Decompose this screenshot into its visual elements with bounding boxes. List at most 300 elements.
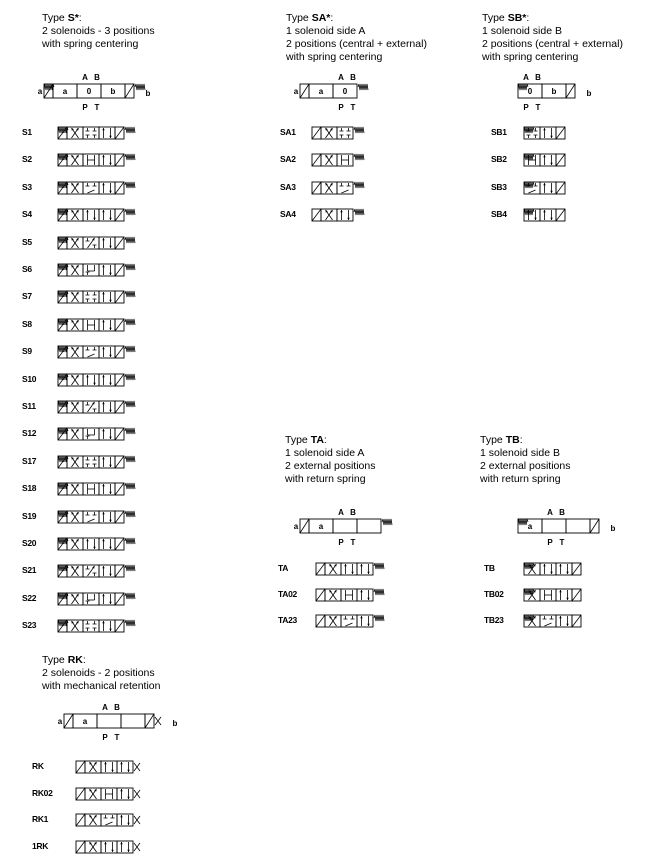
blocked-port-icon [93,135,97,138]
flow-arrowhead [543,564,545,566]
position-box [357,615,373,627]
blocked-port-icon [85,183,89,186]
position-box [337,182,353,194]
position-box [99,620,115,632]
blocked-port-icon [85,299,89,302]
blocked-port-icon [93,128,97,131]
variant-code-label: S18 [22,483,37,494]
solenoid-slash [125,84,134,98]
variant-code-label: SA4 [280,209,296,220]
flow-arrowhead [367,598,369,600]
blocked-port-icon [85,512,89,515]
flow-arrowhead [543,183,545,185]
flow-arrowhead [550,572,552,574]
position-box [99,237,115,249]
blocked-port-icon [93,183,97,186]
position-label: a [527,522,533,531]
flow-arrowhead [102,621,104,623]
flow-arrowhead [93,382,95,384]
valve-symbol-variant [46,510,156,526]
valve-symbol-header [292,505,392,549]
variant-code-label: TA02 [278,589,297,599]
flow-arrowhead [120,842,122,844]
spring-icon [125,511,135,517]
port-label-t: T [94,103,100,112]
solenoid-slash [115,319,124,331]
valve-symbol-variant [46,290,156,306]
solenoid-label-b: b [586,89,592,98]
flow-arrowhead [534,218,536,220]
position-box [333,519,357,533]
position-box [99,565,115,577]
type-description-line: 2 solenoids - 3 positions [42,25,155,37]
flow-arrowhead [111,770,113,772]
valve-symbol-variant [46,263,156,279]
flow-arrowhead [109,328,111,330]
variant-code-label: S4 [22,209,32,220]
flow-arrowhead [127,823,129,825]
position-box [83,127,99,139]
flow-arrowhead [93,547,95,549]
blocked-port-icon [85,566,89,569]
position-box [101,761,117,773]
spring-icon [374,589,384,595]
position-box [83,593,99,605]
type-title: Type TB: [480,434,523,446]
position-box [357,589,373,601]
flow-arrowhead [102,265,104,267]
position-box [83,182,99,194]
flow-arrowhead [102,210,104,212]
flow-arrowhead [86,375,88,377]
solenoid-slash [300,84,309,98]
spring-icon [358,84,368,90]
solenoid-slash [115,593,124,605]
type-description-line: with return spring [480,473,561,485]
position-box [99,291,115,303]
solenoid-slash [556,209,565,221]
solenoid-label-b: b [610,524,616,533]
valve-symbol-variant [46,126,156,142]
position-box [101,841,117,853]
spring-icon [125,127,135,133]
position-box [121,714,145,728]
valve-symbol-variant [512,562,622,578]
flow-arrowhead [109,410,111,412]
port-label-a: A [338,508,344,517]
port-label-b: B [350,508,356,517]
section-header-s [42,12,155,51]
blocked-port-icon [93,628,97,631]
variant-code-label: S7 [22,291,32,302]
flow-arrowhead [109,300,111,302]
solenoid-slash [115,511,124,523]
port-label-p: P [338,538,344,547]
position-box [99,182,115,194]
flow-arrowhead [367,624,369,626]
variant-code-label: TB23 [484,615,504,625]
solenoid-slash [115,264,124,276]
position-box [83,620,99,632]
position-box [99,483,115,495]
flow-arrowhead [104,762,106,764]
solenoid-slash [76,788,85,800]
flow-line [105,822,112,825]
variant-code-label: TA23 [278,615,297,625]
flow-arrowhead [109,465,111,467]
solenoid-slash [115,346,124,358]
valve-symbol-variant [64,787,174,803]
position-box [556,615,572,627]
flow-arrowhead [102,292,104,294]
solenoid-slash [115,291,124,303]
valve-symbol-variant [46,400,156,416]
flow-arrowhead [109,437,111,439]
flow-arrowhead [566,624,568,626]
valve-symbol-variant [46,345,156,361]
valve-symbol-variant [46,592,156,608]
position-box [540,127,556,139]
variant-code-label: S6 [22,264,32,274]
valve-symbol-variant [46,455,156,471]
type-title: Type TA: [285,434,327,446]
solenoid-slash [572,563,581,575]
solenoid-slash [590,519,599,533]
solenoid-slash [316,563,325,575]
flow-arrowhead [566,598,568,600]
position-label: 0 [86,87,92,96]
flow-arrowhead [127,796,129,798]
flow-arrowhead [109,382,111,384]
variant-code-label: SA1 [280,127,296,137]
flow-arrowhead [102,320,104,322]
detent-icon [134,843,140,851]
position-box [566,519,590,533]
valve-symbol-variant [300,208,410,224]
flow-arrowhead [102,238,104,240]
blocked-port-icon [542,616,546,619]
blocked-port-icon [93,457,97,460]
blocked-port-icon [85,238,89,241]
variant-code-label: SA2 [280,154,296,165]
solenoid-slash [312,127,321,139]
blocked-port-icon [347,128,351,131]
flow-arrowhead [109,191,111,193]
type-description-line: 2 positions (central + external) [482,38,623,50]
section-header-tb [480,434,570,486]
blocked-port-icon [93,409,97,412]
blocked-port-icon [347,135,351,138]
port-label-p: P [102,733,108,742]
solenoid-label-a: a [293,522,299,531]
flow-line [87,354,94,357]
port-label-b: B [350,73,356,82]
position-box [540,209,556,221]
flow-arrowhead [344,564,346,566]
flow-arrowhead [102,457,104,459]
flow-arrowhead [102,402,104,404]
flow-line [341,190,348,193]
blocked-port-icon [343,616,347,619]
variant-code-label: RK02 [32,787,53,798]
solenoid-slash [115,401,124,413]
solenoid-slash [556,127,565,139]
variant-code-label: RK [32,761,44,771]
flow-arrowhead [360,590,362,592]
port-label-p: P [338,103,344,112]
blocked-port-icon [339,135,343,138]
flow-arrowhead [102,512,104,514]
position-box [540,615,556,627]
solenoid-slash [115,237,124,249]
solenoid-slash [115,620,124,632]
solenoid-slash [115,182,124,194]
spring-icon [524,182,534,188]
position-box [99,346,115,358]
port-label-a: A [82,73,88,82]
solenoid-slash [76,761,85,773]
spring-icon [524,127,534,133]
spring-icon [125,538,135,544]
section-header-ta [285,434,375,486]
blocked-port-icon [93,464,97,467]
variant-code-label: S9 [22,346,32,357]
flow-arrowhead [543,210,545,212]
blocked-port-icon [93,245,97,248]
detent-icon [155,717,161,725]
spring-icon [354,209,364,215]
spring-icon [354,182,364,188]
solenoid-slash [115,154,124,166]
blocked-port-icon [111,815,115,818]
flow-arrowhead [109,602,111,604]
type-title: Type SB*: [482,12,530,24]
port-label-b: B [94,73,100,82]
port-label-b: B [559,508,565,517]
valve-symbol-variant [46,427,156,443]
valve-symbol-variant [300,126,410,142]
flow-arrowhead [109,218,111,220]
variant-code-label: S19 [22,510,37,521]
blocked-port-icon [85,464,89,467]
position-box [99,511,115,523]
spring-icon [125,620,135,626]
flow-arrowhead [102,566,104,568]
solenoid-slash [115,209,124,221]
position-box [99,209,115,221]
type-description-line: 2 external positions [480,460,571,472]
blocked-port-icon [85,272,89,275]
valve-symbol-variant [512,126,622,142]
flow-arrowhead [559,590,561,592]
type-description-line: with spring centering [42,38,139,50]
solenoid-label-a: a [37,87,43,96]
spring-icon [125,565,135,571]
flow-arrowhead [93,218,95,220]
flow-arrowhead [109,273,111,275]
valve-symbol-variant [512,153,622,169]
flow-arrowhead [109,629,111,631]
flow-arrowhead [550,191,552,193]
flow-line [87,190,94,193]
flow-arrowhead [351,572,353,574]
flow-arrowhead [102,128,104,130]
flow-arrowhead [120,789,122,791]
position-box [99,154,115,166]
valve-symbol-header [56,700,178,744]
variant-code-label: S10 [22,373,37,384]
variant-code-label: S23 [22,620,37,631]
spring-icon [524,154,534,160]
blocked-port-icon [339,128,343,131]
variant-code-label: S11 [22,401,36,411]
flow-arrowhead [109,245,111,247]
valve-symbol-variant [46,482,156,498]
position-label: a [318,522,324,531]
flow-arrowhead [340,210,342,212]
port-label-t: T [559,538,565,547]
variant-code-label: TB02 [484,589,504,599]
spring-icon [374,615,384,621]
spring-icon [518,84,528,90]
spring-icon [125,182,135,188]
spring-icon [374,563,384,569]
variant-code-label: TA [278,563,289,573]
spring-icon [125,209,135,215]
valve-symbol-variant [46,619,156,635]
variant-code-label: 1RK [32,840,49,851]
port-label-a: A [338,73,344,82]
blocked-port-icon [339,183,343,186]
spring-icon [518,519,528,525]
solenoid-slash [300,519,309,533]
detent-icon [134,816,140,824]
type-title: Type SA*: [286,12,334,24]
valve-symbol-variant [300,181,410,197]
variant-code-label: SB3 [491,181,507,192]
valve-symbol-variant [46,208,156,224]
port-label-t: T [350,103,356,112]
type-description-line: with mechanical retention [42,680,161,692]
flow-arrowhead [104,842,106,844]
solenoid-slash [76,841,85,853]
valve-symbol-variant [46,318,156,334]
blocked-port-icon [347,183,351,186]
valve-symbol-variant [64,840,174,856]
flow-arrowhead [102,594,104,596]
blocked-port-icon [93,621,97,624]
solenoid-slash [556,182,565,194]
position-box [83,209,99,221]
valve-symbol-variant [64,760,174,776]
solenoid-slash [115,428,124,440]
valve-symbol-variant [46,537,156,553]
flow-arrowhead [550,218,552,220]
position-box [542,519,566,533]
flow-line [87,519,94,522]
type-description-line: 2 external positions [285,460,376,472]
spring-icon [125,483,135,489]
variant-code-label: S20 [22,538,37,548]
solenoid-slash [566,84,575,98]
valve-symbol-header [36,70,166,114]
spring-icon [125,428,135,434]
type-description-line: 1 solenoid side B [482,25,562,37]
flow-arrowhead [111,849,113,851]
variant-code-label: SB1 [491,127,507,137]
blocked-port-icon [85,457,89,460]
position-box [99,593,115,605]
blocked-port-icon [85,402,89,405]
position-box [83,374,99,386]
spring-icon [135,84,145,90]
flow-arrowhead [102,183,104,185]
flow-arrowhead [102,429,104,431]
valve-symbol-header [292,70,392,114]
position-label: a [318,87,324,96]
type-description-line: with return spring [285,473,366,485]
port-label-p: P [523,103,529,112]
position-label: 0 [342,87,348,96]
blocked-port-icon [93,573,97,576]
position-box [117,788,133,800]
blocked-port-icon [85,601,89,604]
port-label-t: T [535,103,541,112]
variant-code-label: SA3 [280,181,296,192]
position-box [540,154,556,166]
flow-arrowhead [86,210,88,212]
port-label-t: T [350,538,356,547]
variant-code-label: S8 [22,318,32,329]
position-box [341,615,357,627]
position-box [99,428,115,440]
spring-icon [354,127,364,133]
blocked-port-icon [85,621,89,624]
flow-arrowhead [109,355,111,357]
valve-symbol-variant [46,153,156,169]
variant-code-label: S3 [22,181,32,192]
position-box [357,563,373,575]
flow-arrowhead [109,163,111,165]
position-label: 0 [527,87,533,96]
position-box [99,264,115,276]
position-box [540,563,556,575]
solenoid-slash [312,209,321,221]
blocked-port-icon [351,616,355,619]
position-box [97,714,121,728]
spring-icon [125,237,135,243]
type-title: Type RK: [42,654,86,666]
solenoid-slash [115,374,124,386]
solenoid-slash [316,589,325,601]
position-label: a [62,87,68,96]
flow-arrowhead [566,572,568,574]
flow-arrowhead [109,492,111,494]
position-box [99,127,115,139]
port-label-b: B [114,703,120,712]
valve-symbol-variant [512,181,622,197]
position-box [99,401,115,413]
blocked-port-icon [93,299,97,302]
spring-icon [125,456,135,462]
spring-icon [382,519,392,525]
valve-symbol-variant [46,373,156,389]
position-box [83,511,99,523]
flow-line [544,623,551,626]
position-box [83,291,99,303]
blocked-port-icon [85,128,89,131]
blocked-port-icon [534,135,538,138]
